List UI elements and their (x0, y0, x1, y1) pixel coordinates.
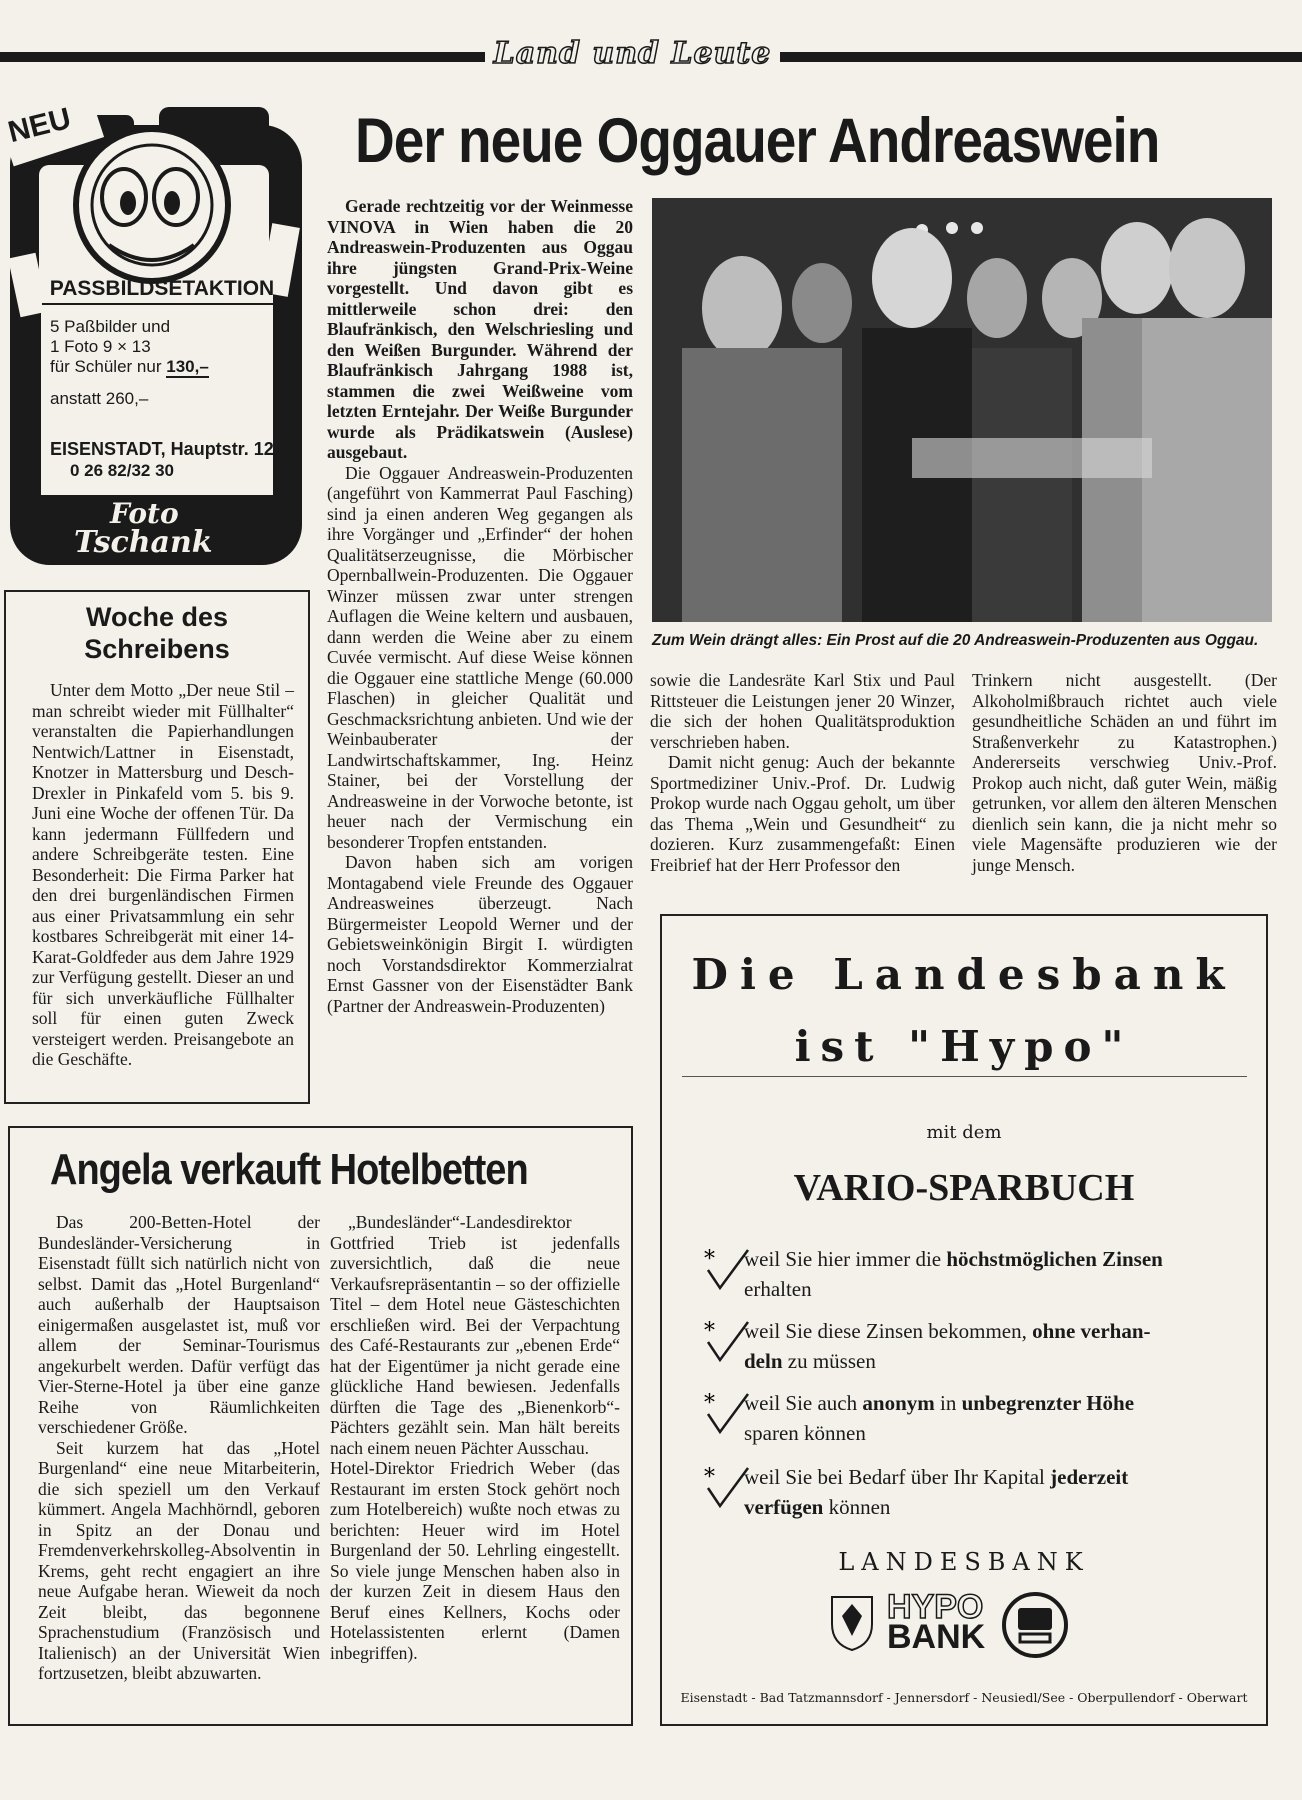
main-col2-p1: sowie die Landesräte Karl Stix und Paul Rittsteuer die Leistungen jener 20 Winzer, die sich der hohen Qualitätsproduktion verschrieben haben. (650, 670, 955, 752)
b4a: weil Sie bei Bedarf über Ihr Kapital (744, 1465, 1051, 1489)
header-rule-left (0, 52, 485, 62)
angela-col1 (38, 1212, 320, 1684)
bank-ad-bullet-4-text (744, 1462, 1128, 1522)
woche-text (32, 680, 294, 1070)
foto-ad-brand2: Tschank (74, 525, 213, 560)
svg-text:*: * (704, 1247, 715, 1272)
bank-ad-bullet-1 (702, 1244, 1252, 1306)
b4c: verfügen (744, 1495, 824, 1519)
bank-ad-bullet-3-text (744, 1388, 1134, 1448)
photo-people-silhouettes (652, 198, 1272, 622)
foto-ad-brand1: Foto (110, 497, 179, 530)
b3a: weil Sie auch (744, 1391, 863, 1415)
b4b: jederzeit (1050, 1465, 1129, 1489)
angela-headline: Angela verkauft Hotelbetten (50, 1146, 528, 1195)
woche-box (4, 590, 310, 1104)
bank-ad-locations: Eisenstadt - Bad Tatzmannsdorf - Jennersdorf - Neusiedl/See - Oberpullendorf - Oberwart (680, 1690, 1248, 1705)
svg-text:*: * (704, 1319, 715, 1344)
foto-ad-address: EISENSTADT, Hauptstr. 12 (50, 439, 274, 459)
main-article-col3 (972, 670, 1277, 875)
b1c: erhalten (744, 1277, 812, 1301)
foto-ad-price-old: anstatt 260,– (50, 389, 149, 408)
landesbank-ad (660, 914, 1268, 1726)
main-col1-body: Die Oggauer Andreaswein-Produzenten (angeführt von Kammerrat Paul Fasching) sind ja einen anderen Weg gegangen als ihre Vorgänger und „Erfinder“ der hohen Qualitätserzeugnisse, die Mörbischer Opernballwein-Produzenten. Die Oggauer Winzer müssen zwar unter strengen Auflagen die Weine keltern und ausbauen, dann werden die Weine aber zu einem Cuvée vermischt. Auf diese Weise können die Oggauer eine stattliche Menge (60.000 Flaschen) in gleicher Qualität und Geschmacksrichtung anbieten. Und wie der Weinbauberater der Landwirtschaftskammer, Ing. Heinz Stainer, bei der Vorstellung der Andreasweine in der Vorwoche betonte, ist heuer nach der Vermischung ein besonderer Tropfen entstanden. (327, 462, 633, 852)
section-label: Land und Leute (493, 36, 772, 71)
angela-col2 (330, 1212, 620, 1663)
foto-ad-price-new: 130,– (166, 357, 209, 376)
foto-ad-line3-prefix: für Schüler nur (50, 357, 162, 376)
neu-badge: NEU (4, 101, 75, 150)
svg-text:*: * (704, 1391, 715, 1416)
b2a: weil Sie diese Zinsen bekommen, (744, 1319, 1033, 1343)
main-article-col2 (650, 670, 955, 875)
foto-ad-phone: 0 26 82/32 30 (70, 461, 174, 480)
bank-ad-brand: LANDESBANK (838, 1548, 1090, 1576)
bank-logo-text: BANK (887, 1618, 986, 1656)
bank-ad-divider (682, 1076, 1247, 1077)
bank-ad-mit: mit dem (926, 1122, 1002, 1143)
angela-box (8, 1126, 633, 1726)
woche-title-line1: Woche des (85, 602, 229, 632)
bank-ad-line2: ist "Hypo" (794, 1022, 1134, 1071)
angela-col1-p1: Das 200-Betten-Hotel der Bundesländer-Versicherung in Eisenstadt füllt sich natürlich nicht von selbst. Damit das „Hotel Burgenland“ auch außerhalb der Hauptsaison einigermaßen ausgelastet ist, muß vor allem der Seminar-Tourismus angekurbelt werden. Dafür verfügt das Vier-Sterne-Hotel ja über eine ganze Reihe von Räumlichkeiten verschiedener Größe. (38, 1212, 320, 1437)
b3b: anonym (862, 1391, 935, 1415)
main-col3-text: Trinkern nicht ausgestellt. (Der Alkoholmißbrauch richtet auch viele gesundheitliche Schäden an und führt im Straßenverkehr zu Katastrophen.) Andererseits verschwieg Univ.-Prof. Prokop auch nicht, daß guter Wein, mäßig getrunken, vor allem den älteren Menschen dienlich sein kann, die ja nicht mehr so viele Magensäfte produzieren wie der junge Mensch. (972, 670, 1277, 875)
b1a: weil Sie hier immer die (744, 1247, 947, 1271)
foto-ad (4, 101, 306, 573)
b2b: ohne verhan- (1032, 1319, 1151, 1343)
bank-ad-bullet-3 (702, 1388, 1252, 1450)
main-col1-para3: Davon haben sich am vorigen Montagabend viele Freunde des Oggauer Andreasweines überzeugt. Nach Bürgermeister Leopold Werner und der Gebietsweinkönigin Birgit I. würdigten noch Vorstandsdirektor Kommerzialrat Ernst Gassner von der Eisenstädter Bank (Partner der Andreaswein-Produzenten) (327, 852, 633, 1016)
header-rule-right (780, 52, 1302, 62)
angela-col2-p2: Hotel-Direktor Friedrich Weber (das Restaurant im ersten Stock gehört noch zum Hotelbereich) wußte noch etwas zu berichten: Heuer wird im Hotel Burgenland der 50. Lehrling eingestellt. So viele junge Menschen haben also in der kurzen Zeit in diesem Haus den Beruf eines Kellners, Kochs oder Hotelassistenten erlernt (Damen inbegriffen). (330, 1458, 620, 1663)
b3c: in (934, 1391, 962, 1415)
foto-ad-line1: 5 Paßbilder und (50, 317, 171, 336)
photo-caption: Zum Wein drängt alles: Ein Prost auf die 20 Andreaswein-Produzenten aus Oggau. (652, 632, 1259, 649)
b1b: höchstmöglichen Zinsen (946, 1247, 1163, 1271)
hypo-bank-logo (887, 1588, 997, 1658)
woche-paragraph: Unter dem Motto „Der neue Stil – man schreibt wieder mit Füllhalter“ veranstalten die Papierhandlungen Nentwich/Lattner in Eisenstadt, Knotzer in Mattersburg und Desch-Drexler in Pinkafeld vom 5. bis 9. Juni eine Woche der offenen Tür. Da kann jedermann Füllfedern und andere Schreibgeräte testen. Eine Besonderheit: Die Firma Parker hat den drei burgenländischen Firmen aus einer Privatsammlung ein sehr kostbares Schreibgerät mit einer 14-Karat-Goldfeder aus dem Jahre 1929 zur Verfügung gestellt. Dieser an und für sich unverkäufliche Füllhalter soll für einen guten Zweck versteigert werden. Preisangebote an die Geschäfte. (32, 680, 294, 1069)
b3e: sparen können (744, 1421, 866, 1445)
angela-col1-p2: Seit kurzem hat das „Hotel Burgenland“ eine neue Mitarbeiterin, die sich speziell um den Verkauf kümmert. Angela Machhörndl, geboren in Spitz an der Donau und Fremdenverkehrskolleg-Absolventin in Krems, geht recht engagiert an ihre neue Aufgabe heran. Wieweit da noch Zeit bleibt, das begonnene Sprachenstudium (Französisch und Italienisch) an der Universität Wien fortzusetzen, bleibt abzuwarten. (38, 1437, 320, 1683)
foto-ad-line2: 1 Foto 9 × 13 (50, 337, 151, 356)
angela-col2-p1: „Bundesländer“-Landesdirektor Gottfried Trieb ist jedenfalls zuversichtlich, daß die neue Verkaufsrepräsentantin – so der offizielle Titel – dem Hotel neue Gästeschichten erschließen wird. Bei der Verpachtung des Café-Restaurants zur „ebenen Erde“ hat der Eigentümer ja nicht gerade eine glückliche Hand bewiesen. Jedenfalls dürften die Tage des „Bienenkorb“-Pächters gezählt sein. Man hält bereits nach einem neuen Pächter Ausschau. (330, 1212, 620, 1458)
bank-ad-product: VARIO-SPARBUCH (793, 1167, 1135, 1209)
b2c: deln (744, 1349, 783, 1373)
main-article-col1 (327, 196, 633, 1016)
coat-of-arms-icon (827, 1592, 877, 1652)
safe-box-icon (1000, 1590, 1070, 1660)
b2d: zu müssen (782, 1349, 876, 1373)
woche-title-line2: Schreibens (84, 634, 230, 664)
foto-ad-title: PASSBILDSETAKTION (42, 277, 282, 305)
main-col2-p2: Damit nicht genug: Auch der bekannte Sportmediziner Univ.-Prof. Dr. Ludwig Prokop wurde nach Oggau geholt, um über das Thema „Wein und Gesundheit“ zu dozieren. Kurz zusammengefaßt: Einen Freibrief hat der Herr Professor den (650, 752, 955, 875)
hypo-logo-text: HYPO (887, 1588, 984, 1626)
bank-ad-line1: Die Landesbank (691, 950, 1237, 999)
foto-ad-line3 (50, 357, 209, 377)
b4d: können (823, 1495, 891, 1519)
svg-text:*: * (704, 1465, 715, 1490)
bank-ad-bullet-2 (702, 1316, 1252, 1378)
b3d: unbegrenzter Höhe (961, 1391, 1135, 1415)
main-lead: Gerade rechtzeitig vor der Weinmesse VINOVA in Wien haben die 20 Andreaswein-Produzenten aus Oggau ihre jüngsten Grand-Prix-Weine vorgestellt. Und davon gibt es mittlerweile schon drei: den Blaufränkisch, den Welschriesling und den Weißen Burgunder. Während der Blaufränkisch Jahrgang 1988 ist, stammen die zwei Weißweine vom letzten Erntejahr. Der Weiße Burgunder wurde als Prädikatswein (Auslese) ausgebaut. (327, 196, 633, 462)
press-photo (652, 198, 1272, 622)
bank-ad-bullet-1-text (744, 1244, 1163, 1304)
bank-ad-bullet-4 (702, 1462, 1252, 1524)
main-headline: Der neue Oggauer Andreaswein (355, 104, 1160, 176)
bank-ad-bullet-2-text (744, 1316, 1151, 1376)
